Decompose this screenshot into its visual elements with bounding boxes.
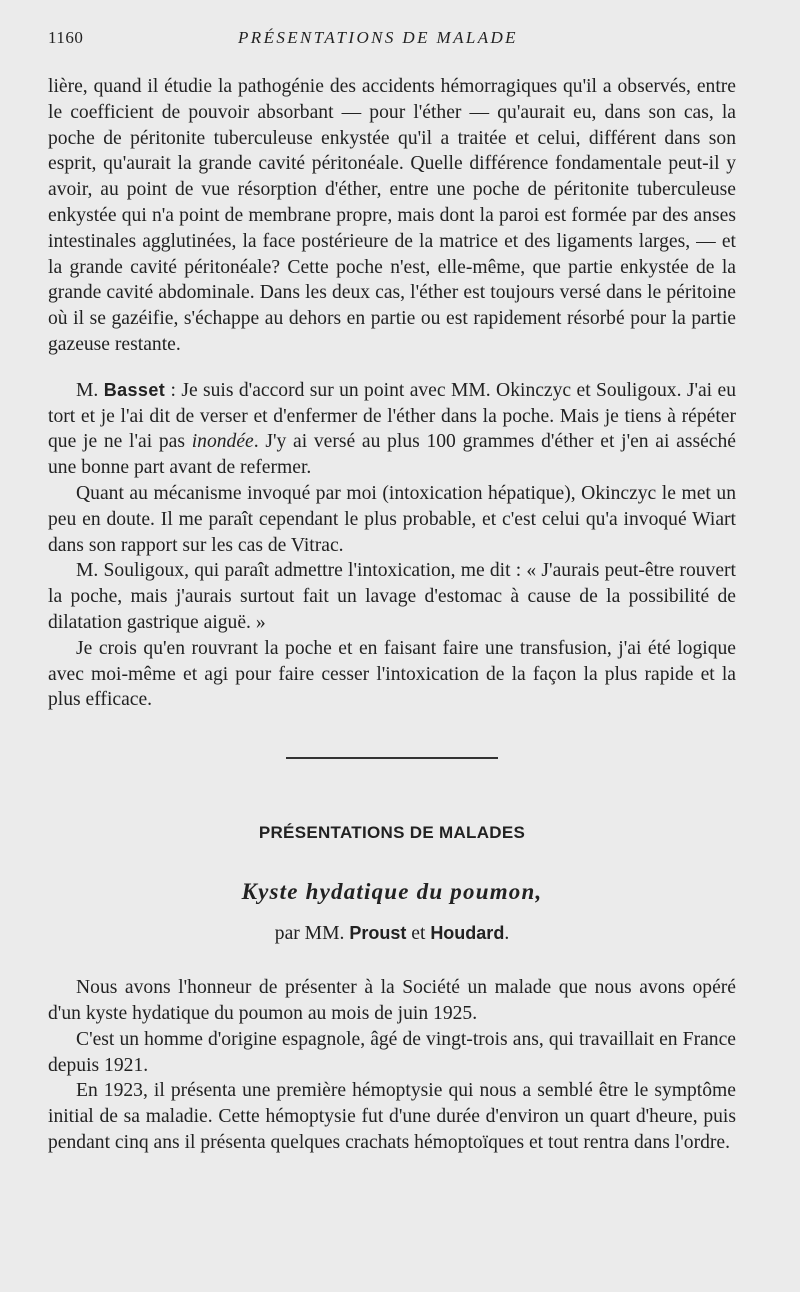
emphasized-word: inondée bbox=[191, 431, 254, 453]
section-heading: PRÉSENTATIONS DE MALADES bbox=[258, 823, 526, 843]
page bbox=[48, 28, 736, 1156]
speaker-prefix: M. bbox=[76, 379, 99, 401]
speaker-text-end: . J'y ai versé au plus 100 grammes d'éther et j'en ai asséché une bonne part avant de refermer. bbox=[48, 431, 736, 479]
running-head bbox=[48, 28, 736, 54]
section-divider bbox=[286, 757, 498, 759]
article-paragraph: Nous avons l'honneur de présenter à la Société un malade que nous avons opéré d'un kyste hydatique du poumon au mois de juin 1925. bbox=[48, 977, 736, 1024]
continuation-paragraph: lière, quand il étudie la pathogénie des accidents hémorragiques qu'il a observés, entre le coefficient de pouvoir absorbant — pour l'éther — qu'aurait eu, dans son cas, la poche de péritonite tuberculeuse enkystée qu'il a traitée et celui, différent dans son esprit, qu'aurait la grande cavité péritonéale. Quelle différence fondamentale peut-il y avoir, au point de vue résorption d'éther, entre une poche de péritonite tuberculeuse enkystée qui n'a point de membrane propre, mais dont la paroi est formée par des anses intestinales agglutinées, la face postérieure de la matrice et des ligaments larges, — et la grande cavité péritonéale? Cette poche n'est, elle-même, que partie enkystée de la grande cavité abdominale. Dans les deux cas, l'éther est toujours versé dans le péritoine où il se gazéifie, s'échappe au dehors en partie ou est rapidement résorbé pour la partie gazeuse restante. bbox=[48, 76, 736, 355]
byline-joiner: et bbox=[411, 923, 426, 945]
running-title: PRÉSENTATIONS DE MALADE bbox=[238, 28, 518, 47]
byline-prefix: par MM. bbox=[274, 923, 345, 945]
author-name: Houdard bbox=[430, 923, 505, 944]
mechanism-paragraph: Quant au mécanisme invoqué par moi (intoxication hépatique), Okinczyc le met un peu en doute. Il me paraît cependant le plus probable, et c'est celui qu'a invoqué Wiart dans son rapport sur les cas de Vitrac. bbox=[48, 482, 736, 556]
article-paragraph: En 1923, il présenta une première hémoptysie qui nous a semblé être le symptôme initial de sa maladie. Cette hémoptysie fut d'une durée d'environ un quart d'heure, puis pendant cinq ans il présenta quelques crachats hémoptoïques et tout rentra dans l'ordre. bbox=[48, 1080, 736, 1153]
page-number: 1160 bbox=[48, 28, 84, 47]
speaker-paragraph bbox=[48, 378, 736, 481]
paragraph-gap bbox=[48, 358, 736, 378]
article-paragraph: C'est un homme d'origine espagnole, âgé de vingt-trois ans, qui travaillait en France depuis 1921. bbox=[48, 1028, 736, 1076]
speaker-name: Basset bbox=[103, 379, 166, 400]
byline bbox=[48, 923, 736, 945]
souligoux-paragraph: M. Souligoux, qui paraît admettre l'intoxication, me dit : « J'aurais peut-être rouvert la poche, mais j'aurais surtout fait un lavage d'estomac à cause de la possibilité de dilatation gastrique aiguë. » bbox=[48, 560, 736, 633]
author-name: Proust bbox=[349, 923, 407, 944]
article-body bbox=[48, 975, 736, 1156]
byline-suffix: . bbox=[504, 923, 510, 945]
conclusion-paragraph: Je crois qu'en rouvrant la poche et en faisant faire une transfusion, j'ai été logique avec moi-même et agi pour faire cesser l'intoxication de la façon la plus rapide et la plus efficace. bbox=[48, 637, 736, 711]
article-title: Kyste hydatique du poumon, bbox=[241, 879, 543, 905]
speaker-text-start: : Je suis d'accord sur un point avec MM. Okinczyc et Souligoux. J'ai eu tort et je l'ai dit de verser et d'enfermer de l'éther dans la poche. Mais je tiens à répéter que je ne l'ai pas bbox=[48, 379, 736, 453]
